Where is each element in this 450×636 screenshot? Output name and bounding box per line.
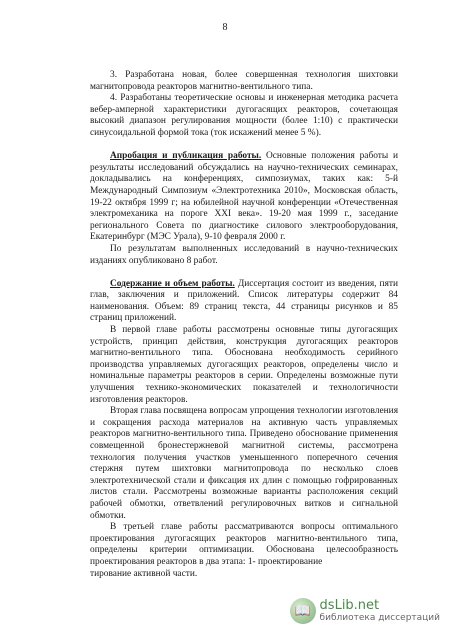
list-item-3: 3. Разработана новая, более совершенная технология шихтовки магнитопровода реакторов магнитно-вентильного типа. bbox=[90, 70, 398, 92]
page-number: 8 bbox=[222, 22, 228, 33]
watermark-subtitle: библиотека диссертаций bbox=[319, 613, 440, 623]
publications-paragraph: По результатам выполненных исследований в научно-технических изданиях опубликовано 8 работ. bbox=[90, 243, 398, 266]
contents-paragraph bbox=[90, 279, 398, 325]
contents-heading: Содержание и объем работы. bbox=[110, 278, 235, 289]
chapter-2-paragraph: Вторая глава посвящена вопросам упрощения технологии изготовления и сокращения расхода материалов на активную часть управляемых реакторов магнитно-вентильного типа. Приведено обоснование применения совмещенной бронестержневой магнитной системы, рассмотрена технология получения участков уменьшенного поперечного сечения стержня путем шихтовки магнитопровода по несколько слоев электротехнической стали и фиксация их длин с помощью гофрированных листов стали. Рассмотрены возможные варианты расположения секций рабочей обмотки, ответвлений регулировочных витков и сигнальной обмотки. bbox=[90, 406, 398, 521]
approbation-paragraph bbox=[90, 151, 398, 244]
approbation-heading: Апробация и публикация работы. bbox=[110, 151, 262, 162]
book-logo-icon: 📖 bbox=[290, 598, 316, 624]
chapter-1-paragraph: В первой главе работы рассмотрены основные типы дугогасящих устройств, принцип действия, конструкция дугогасящих реакторов магнитно-вентильного типа. Обоснована необходимость серийного производства управляемых дугогасящих реакторов, определены число и номинальные параметры реакторов в серии. Определены возможные пути улучшения технико-экономических показателей и технологичности изготовления реакторов. bbox=[90, 325, 398, 405]
watermark-brand: dsLib.net bbox=[319, 598, 380, 613]
contents-text: Диссертация состоит из введения, пяти глав, заключения и приложений. Список литературы содержит 84 наименования. Объем: 89 страниц текста, 44 страницы рисунков и 85 страниц приложений. bbox=[90, 278, 398, 324]
approbation-text: Основные положения работы и результаты исследований обсуждались на научно-технических семинарах, докладывались на конференциях, симпозиумах, таких как: 5-й Международный Симпозиум «Электротехника 2010», Московская область, 19-22 октября 1999 г; на юбилейной научной конференции «Отечественная электромеханика на пороге XXI века». 19-20 мая 1999 г., заседание регионального Совета по диагностике силового электрооборудования, Екатеринбург (МЭС Урала), 9-10 февраля 2000 г. bbox=[90, 151, 398, 243]
page-body bbox=[90, 70, 398, 580]
watermark[interactable] bbox=[286, 596, 444, 626]
chapter-3-paragraph: В третьей главе работы рассматриваются вопросы оптимального проектирования дугогасящих реакторов магнитно-вентильного типа, определены критерии оптимизации. Обоснована целесообразность проектирования реакторов в два этапа: 1- проектирование bbox=[90, 522, 398, 567]
list-item-4: 4. Разработаны теоретические основы и инженерная методика расчета вебер-амперной характеристики дугогасящих реакторов, сочетающая высокий диапазон регулирования мощности (более 1:10) с практически синусоидальной формой тока (ток искажений менее 5 %). bbox=[90, 93, 398, 138]
chapter-3-tail: тирование активной части. bbox=[90, 568, 198, 579]
